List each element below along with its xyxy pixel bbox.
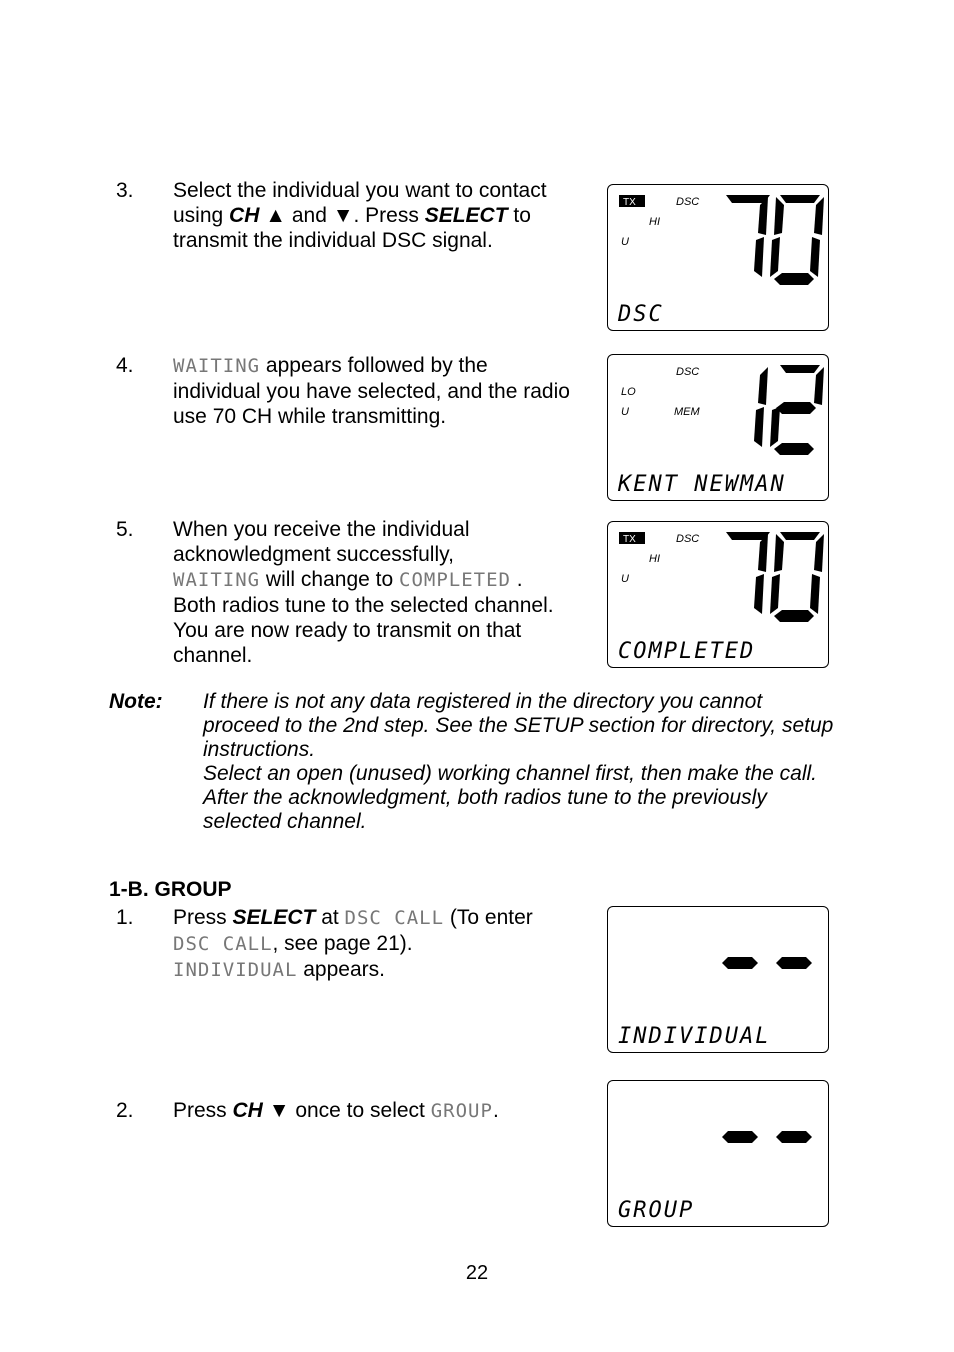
step-number: 3.: [116, 179, 134, 202]
digit-0: [770, 532, 824, 622]
step-3-part-3: ▲ and ▼. Press: [259, 204, 425, 227]
lcd-screen-individual: [607, 906, 829, 1053]
appears-text: appears.: [297, 958, 385, 981]
ch-key-label: CH: [229, 204, 260, 227]
step-4-text: [173, 353, 573, 429]
digit-0: [770, 195, 824, 285]
once-text: ▼ once to select: [262, 1099, 431, 1122]
step-5-mid: will change to: [260, 568, 399, 591]
lcd-word-dsc-call: DSC CALL: [344, 907, 445, 929]
u-indicator: U: [621, 236, 629, 248]
digit-7: [726, 195, 770, 277]
lcd-word-group: GROUP: [430, 1100, 493, 1122]
dsc-indicator: DSC: [676, 533, 700, 545]
note-para-2: Select an open (unused) working channel first, then make the call. After the acknowledgment, both radios tune to the previously selected channel.: [203, 762, 818, 833]
dsc-indicator: DSC: [676, 366, 700, 378]
page-number: 22: [465, 1262, 489, 1284]
lcd-word-waiting: WAITING: [173, 569, 261, 591]
step-5-line1: When you receive the individual acknowledgment successfully,: [173, 518, 470, 566]
enter-text: (To enter: [444, 906, 533, 929]
u-indicator: U: [621, 406, 629, 418]
step-4-rest: appears followed by the individual you have selected, and the radio use 70 CH while transmitting.: [173, 354, 570, 428]
lcd-bottom-text: KENT NEWMAN: [618, 472, 786, 497]
tx-indicator: TX: [623, 534, 636, 545]
step-5-text: [173, 517, 583, 668]
lcd-screen-completed: [607, 521, 829, 668]
dash-segments: [722, 1131, 812, 1143]
u-indicator: U: [621, 573, 629, 585]
step-3-part-1: Select the individual you want to contact using: [173, 179, 547, 227]
step-5-line2: Both radios tune to the selected channel. You are now ready to transmit on that channel.: [173, 594, 554, 667]
power-indicator: LO: [621, 386, 636, 398]
lcd-screen-dsc: [607, 184, 829, 331]
at-text: at: [315, 906, 345, 929]
group-step-1-text: [173, 905, 593, 983]
period-text: .: [492, 1099, 499, 1122]
ch-key-label: CH: [232, 1099, 263, 1122]
press-text: Press: [173, 906, 233, 929]
step-5-tail: .: [510, 568, 523, 591]
step-number: 1.: [116, 906, 134, 929]
see-text: , see page 21).: [272, 932, 413, 955]
note-para-1: If there is not any data registered in the directory you cannot proceed to the 2nd step. See the SETUP section for directory, setup instructions.: [203, 690, 834, 761]
note-label: Note:: [109, 690, 163, 713]
group-step-2-text: [173, 1098, 593, 1124]
tx-indicator: TX: [623, 197, 636, 208]
power-indicator: HI: [649, 553, 660, 565]
step-number: 4.: [116, 354, 134, 377]
lcd-screen-kent-newman: [607, 354, 829, 501]
press-text: Press: [173, 1099, 233, 1122]
lcd-bottom-text: INDIVIDUAL: [618, 1024, 771, 1049]
digit-1: [754, 367, 768, 447]
section-title: 1-B. GROUP: [109, 878, 232, 901]
select-key-label: SELECT: [424, 204, 508, 227]
dash-segments: [722, 957, 812, 969]
select-key-label: SELECT: [232, 906, 316, 929]
lcd-bottom-text: DSC: [618, 302, 664, 327]
digit-7: [726, 532, 770, 614]
lcd-screen-group: [607, 1080, 829, 1227]
dsc-indicator: DSC: [676, 196, 700, 208]
lcd-word-waiting: WAITING: [173, 355, 261, 377]
lcd-word-individual: INDIVIDUAL: [173, 959, 298, 981]
step-3-text: [173, 178, 593, 253]
note-body: [203, 690, 843, 834]
step-number: 2.: [116, 1099, 134, 1122]
lcd-bottom-text: GROUP: [618, 1198, 695, 1223]
step-3-part-5: to transmit the individual DSC signal.: [173, 204, 531, 252]
power-indicator: HI: [649, 216, 660, 228]
step-number: 5.: [116, 518, 134, 541]
lcd-word-dsc-call: DSC CALL: [173, 933, 273, 955]
lcd-bottom-text: COMPLETED: [618, 639, 756, 664]
lcd-word-completed: COMPLETED: [399, 569, 511, 591]
mem-indicator: MEM: [674, 406, 700, 418]
digit-2: [770, 365, 824, 455]
